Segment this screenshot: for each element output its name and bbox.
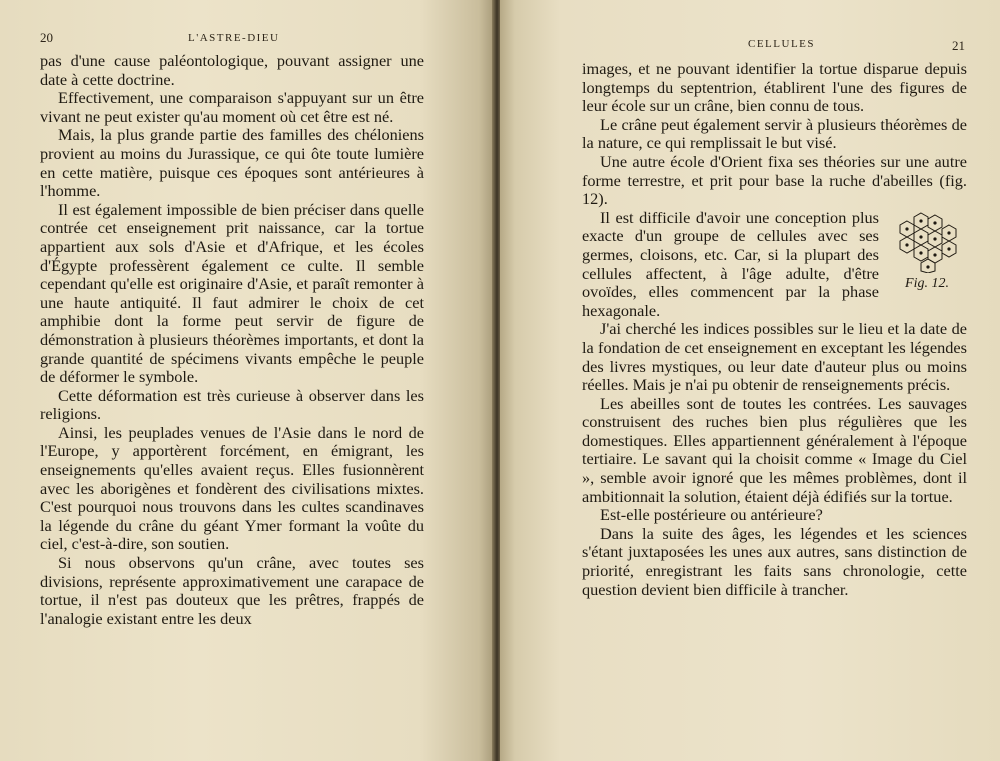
- paragraph: Cette déformation est très curieuse à observer dans les religions.: [40, 385, 424, 424]
- page-number-right: 21: [952, 38, 965, 53]
- right-page: [500, 0, 1000, 761]
- paragraph: Les abeilles sont de toutes les contrées. Les sauvages construisent des ruches bien plus régulières que les domestiques. Elles appartiennent généralement à l'époque tertiaire. Le savant qui la choisit comme « Image du Ciel », semble avoir ignoré que les mêmes problèmes, dont il ambitionnait la solution, étaient déjà édifiés sur la tortue.: [582, 393, 967, 506]
- paragraph: Mais, la plus grande partie des familles des chéloniens provient au moins du Jurassique, ce qui ôte toute lumière en cette matière, puisque ces époques sont antérieures à l'homme.: [40, 125, 424, 201]
- figure-caption: Fig. 12.: [905, 275, 949, 291]
- honeycomb-illustration: [892, 211, 962, 273]
- paragraph: pas d'une cause paléontologique, pouvant assigner une date à cette doctrine.: [40, 51, 424, 89]
- paragraph: Si nous observons qu'un crâne, avec toutes ses divisions, représente approximativement une carapace de tortue, il n'est pas douteux que les prêtres, frappés de l'analogie existant entre les deux: [40, 553, 424, 628]
- running-head-right: CELLULES: [748, 38, 815, 50]
- paragraph: Il est difficile d'avoir une conception plus exacte d'un groupe de cellules avec ses germes, cloisons, etc. Car, si la plupart des cellules affectent, à l'âge adulte, d'être ovoïdes, elles commencent par la phase hexagonale.: [582, 207, 879, 320]
- left-page-header: [0, 28, 494, 48]
- paragraph: Effectivement, une comparaison s'appuyant sur un être vivant ne peut exister qu'au moment où cet être est né.: [40, 88, 424, 126]
- paragraph: Le crâne peut également servir à plusieurs théorèmes de la nature, ce qui remplissait le but visé.: [582, 114, 967, 153]
- paragraph: Dans la suite des âges, les légendes et les sciences s'étant juxtaposées les unes aux autres, sans distinction de priorité, enregistrant les faits sans chronologie, cette question devient bien difficile à trancher.: [582, 523, 967, 599]
- running-head-left: L'ASTRE-DIEU: [188, 32, 280, 44]
- left-page: [0, 0, 494, 761]
- paragraph: images, et ne pouvant identifier la tortue disparue depuis longtemps du septentrion, établirent l'une des figures de leur école sur un crâne, bien connu de tous.: [582, 59, 967, 116]
- paragraph: Il est également impossible de bien préciser dans quelle contrée cet enseignement prit naissance, car la tortue appartient aux sols d'Asie et d'Afrique, et les écoles d'Égypte professèrent également ce culte. Il semble cependant qu'elle est originaire d'Asie, et paraît remonter à une haute antiquité. Il faut admirer le choix de cet amphibie dont la forme peut servir de figure de démonstration à plusieurs théorèmes importants, et dont la grande quantité de spécimens vivants empêche le peuple de déformer le symbole.: [40, 199, 424, 387]
- paragraph: Est-elle postérieure ou antérieure?: [600, 505, 823, 525]
- paragraph: Ainsi, les peuplades venues de l'Asie dans le nord de l'Europe, y apportèrent forcément, en émigrant, les enseignements qu'elles avaient reçus. Elles fusionnèrent avec les aborigènes et fondèrent des civilisations mixtes. C'est pourquoi nous trouvons dans les cultes scandinaves la légende du crâne du géant Ymer formant la voûte du ciel, c'est-à-dire, son soutien.: [40, 422, 424, 554]
- left-page-body: [40, 52, 424, 628]
- figure-12-honeycomb: [887, 209, 967, 295]
- paragraph: Une autre école d'Orient fixa ses théories sur une autre forme terrestre, et prit pour base la ruche d'abeilles (fig. 12).: [582, 151, 967, 209]
- right-page-body: [582, 60, 967, 599]
- right-page-header: [500, 28, 1000, 53]
- page-number-left: 20: [40, 30, 53, 45]
- paragraph: J'ai cherché les indices possibles sur le lieu et la date de la fondation de cet enseignement en exceptant les légendes des livres mystiques, ou leur date d'auteur plus ou moins réelles. Mais je n'ai pu obtenir de renseignements précis.: [582, 319, 967, 395]
